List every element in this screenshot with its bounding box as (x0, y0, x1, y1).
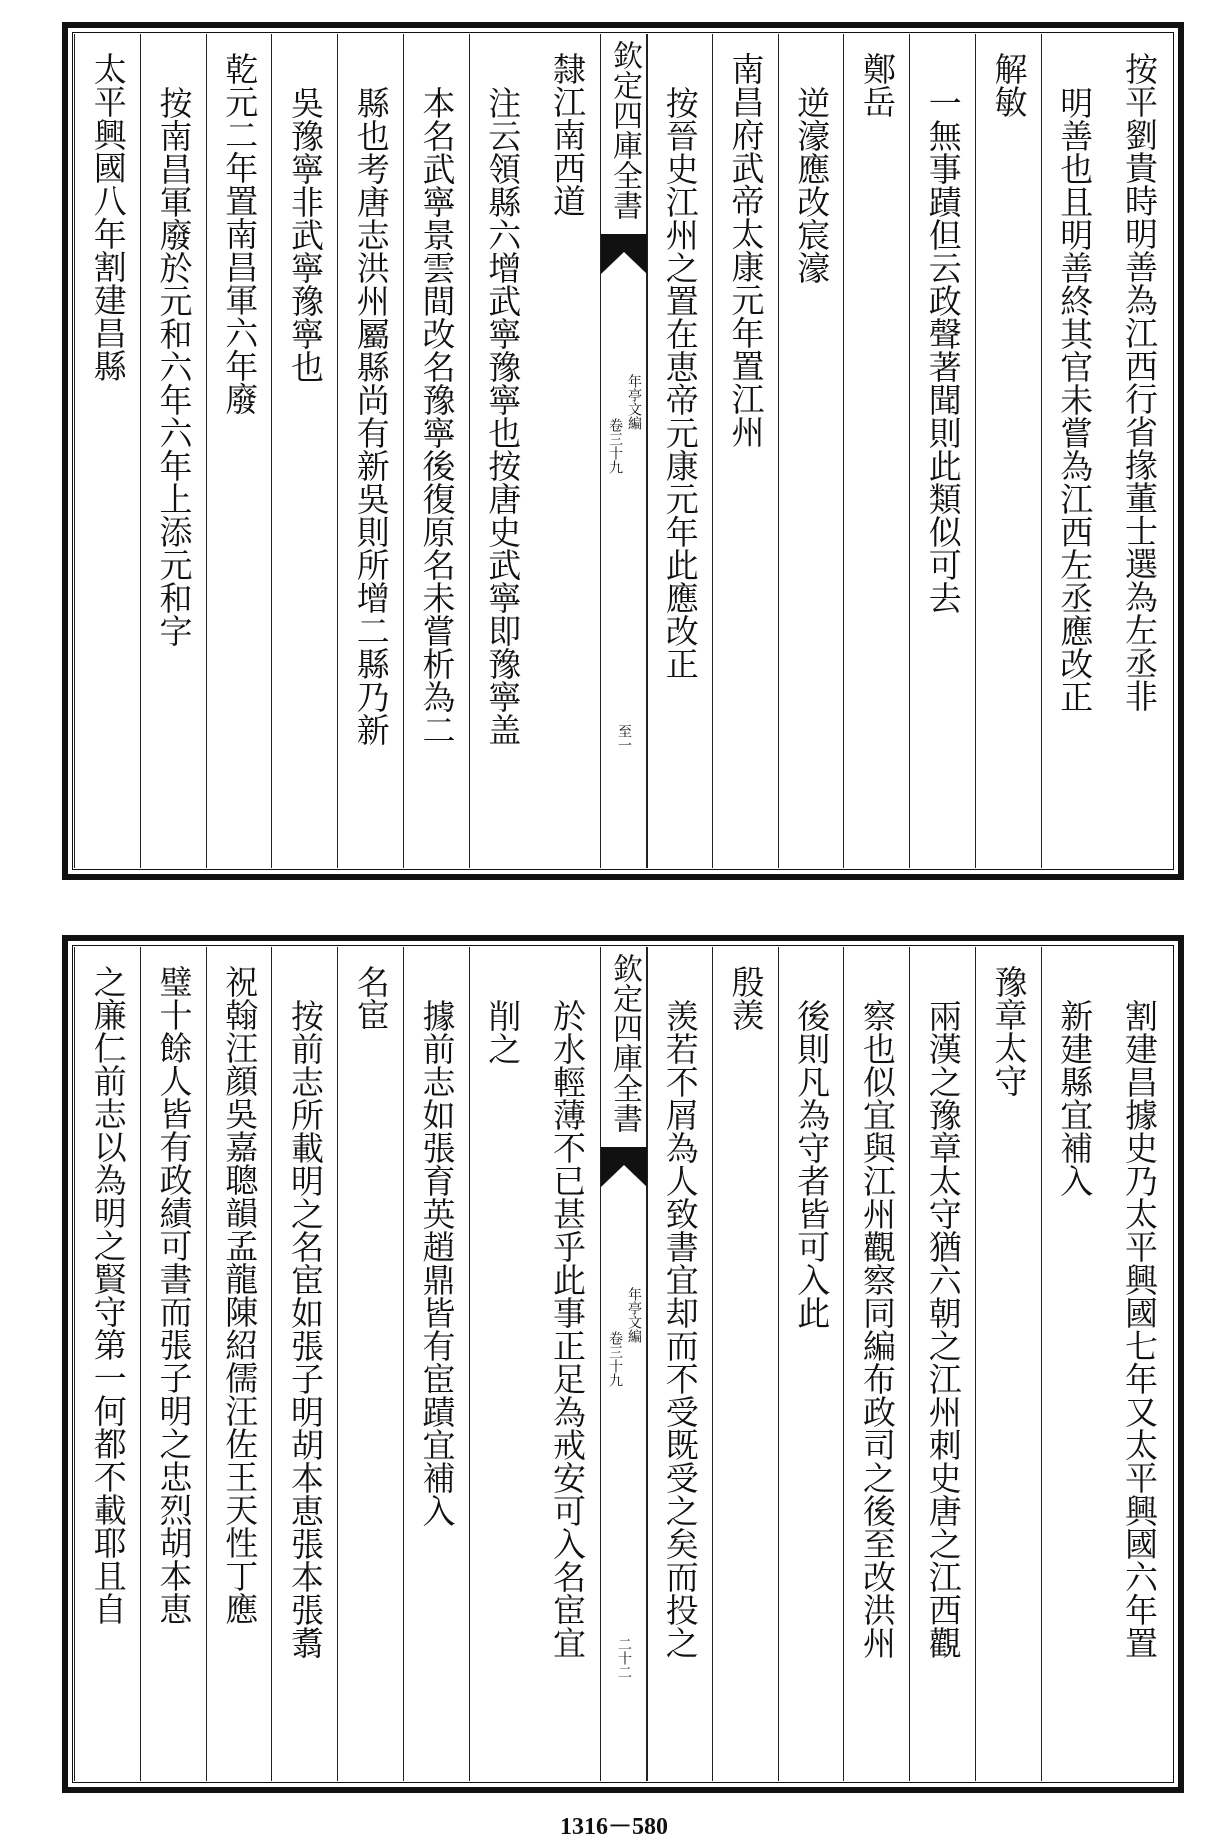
text-column: 本名武寧景雲間改名豫寧後復原名未嘗析為二 (403, 34, 470, 868)
text-column: 按南昌軍廢於元和六年六年上添元和字 (140, 34, 207, 868)
book-name: 年亭文編 (626, 374, 642, 430)
page-footer-number: 1316－580 (560, 1814, 668, 1840)
text-column: 解敏 (975, 34, 1042, 868)
text-column: 太平興國八年割建昌縣 (74, 34, 141, 868)
text-column: 察也似宜與江州觀察同編布政司之後至改洪州 (843, 947, 910, 1781)
text-column: 之廉仁前志以為明之賢守第一何都不載耶且自 (74, 947, 141, 1781)
text-column: 隸江南西道 (548, 52, 587, 217)
volume-label: 卷三十九 (607, 418, 623, 474)
text-column: 乾元二年置南昌軍六年廢 (206, 34, 273, 868)
block-center-margin (600, 34, 648, 868)
book-title: 欽定四庫全書 (607, 953, 642, 1133)
text-column: 後則凡為守者皆可入此 (778, 947, 845, 1781)
text-column: 明善也且明善終其官未嘗為江西左丞應改正 (1041, 34, 1108, 868)
text-column: 按平劉貴時明善為江西行省掾董士選為左丞非 (1120, 52, 1159, 712)
text-column: 注云領縣六增武寧豫寧也按唐史武寧即豫寧盖 (469, 34, 536, 868)
text-column: 削之 (469, 947, 536, 1781)
text-column: 據前志如張育英趙鼎皆有宦蹟宜補入 (403, 947, 470, 1781)
text-column: 璧十餘人皆有政績可書而張子明之忠烈胡本恵 (140, 947, 207, 1781)
text-column: 豫章太守 (975, 947, 1042, 1781)
text-column: 新建縣宜補入 (1041, 947, 1108, 1781)
text-column: 按前志所載明之名宦如張子明胡本恵張本張翥 (271, 947, 338, 1781)
volume-label: 卷三十九 (607, 1331, 623, 1387)
text-column: 殷羡 (712, 947, 779, 1781)
text-column: 逆濠應改宸濠 (778, 34, 845, 868)
text-column: 割建昌據史乃太平興國七年又太平興國六年置 (1120, 999, 1159, 1659)
book-name: 年亭文編 (626, 1287, 642, 1343)
block-center-margin (600, 947, 648, 1781)
fish-tail-mark (601, 234, 647, 280)
page-number: 二十二 (616, 1637, 632, 1679)
text-column: 吳豫寧非武寧豫寧也 (271, 34, 338, 868)
text-column: 南昌府武帝太康元年置江州 (712, 34, 779, 868)
top-page (62, 22, 1184, 880)
text-column: 一無事蹟但云政聲著聞則此類似可去 (909, 34, 976, 868)
book-title: 欽定四庫全書 (607, 40, 642, 220)
text-column: 名宦 (337, 947, 404, 1781)
text-column: 縣也考唐志洪州屬縣尚有新吳則所增二縣乃新 (337, 34, 404, 868)
text-column: 於水輕薄不已甚乎此事正足為戒安可入名宦宜 (548, 999, 587, 1659)
text-column: 按晉史江州之置在恵帝元康元年此應改正 (646, 34, 713, 868)
text-column: 兩漢之豫章太守猶六朝之江州刺史唐之江西觀 (909, 947, 976, 1781)
text-column: 鄭岳 (843, 34, 910, 868)
fish-tail-mark (601, 1147, 647, 1193)
text-column: 羡若不屑為人致書宜却而不受既受之矣而投之 (646, 947, 713, 1781)
text-column: 祝翰汪顔吳嘉聰韻孟龍陳紹儒汪佐王天性丁應 (206, 947, 273, 1781)
bottom-page (62, 935, 1184, 1793)
page-number: 至一 (616, 724, 632, 752)
